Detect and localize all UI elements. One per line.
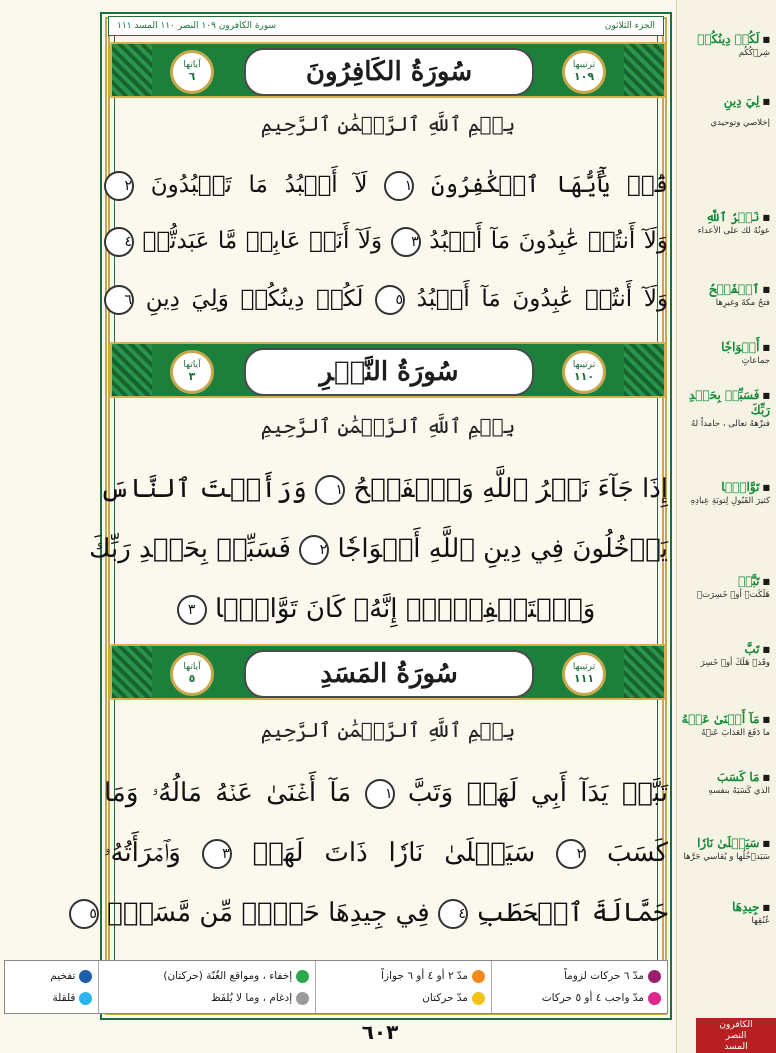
surah-title: سُورَةُ النَّصۡرِ <box>319 357 459 387</box>
glossary-entry: ■ فَسَبِّحۡ بِحَمۡدِ رَبِّكَ فنزّههُ تعالى ، حامداً لهُ <box>678 388 770 431</box>
surah-banner <box>110 342 666 398</box>
glossary-entry: ■ مَآ أَغۡنَىٰ عَنۡهُ ما دَفَعَ العَذابَ عَنۡهُ <box>678 712 770 740</box>
glossary-entry: ■ تَبَّ وقَدۡ هَلَكَ أوۡ خَسِرَ <box>678 642 770 670</box>
surah-title-box <box>244 348 534 396</box>
surah-order-medal: ترتيبها ١٠٩ <box>562 50 606 94</box>
legend-column <box>491 961 667 1013</box>
surah-ayat-medal: آياتها ٥ <box>170 652 214 696</box>
surah-banner <box>110 42 666 98</box>
basmala: بِسۡمِ ٱللَّهِ ٱلرَّحۡمَٰنِ ٱلرَّحِيمِ <box>260 414 516 438</box>
glossary-entry: ■ تَوَّابَۢا كثيرَ القَبُولِ لِتوبَةِ عِبادِهِ <box>678 480 770 508</box>
verse-line: إِذَا جَآءَ نَصۡرُ ٱللَّهِ وَٱلۡفَتۡحُ ١ وَرَأَيۡتَ ٱلنَّاسَ <box>99 474 668 504</box>
surah-order-medal: ترتيبها ١١٠ <box>562 350 606 394</box>
banner-ornament <box>624 646 664 698</box>
tajweed-legend <box>4 960 668 1014</box>
juz-label: الجزء الثلاثون <box>604 21 655 31</box>
verse-number: ٥ <box>69 899 99 929</box>
glossary-entry: ■ مَا كَسَبَ الذي كَسَبَهُ بنفسهِ <box>678 770 770 798</box>
surah-title: سُورَةُ الكَافِرُونَ <box>305 57 473 87</box>
verse-number: ٢ <box>299 535 329 565</box>
legend-item: مدّ حركتان <box>322 992 485 1005</box>
legend-item: مدّ واجب ٤ أو ٥ حركات <box>498 992 661 1005</box>
glossary-entry: ■ أَفۡوَاجٗا جماعاتٍ <box>678 340 770 368</box>
surah-title-box <box>244 48 534 96</box>
surah-ayat-medal: آياتها ٣ <box>170 350 214 394</box>
legend-item: إدغام ، وما لا يُلفَظ <box>105 992 309 1005</box>
surah-order-medal: ترتيبها ١١١ <box>562 652 606 696</box>
verse-number: ٦ <box>104 285 134 315</box>
glossary-sidebar <box>676 0 776 1053</box>
verse-number: ٢ <box>556 839 586 869</box>
color-dot-icon <box>648 970 661 983</box>
banner-ornament <box>112 344 152 396</box>
glossary-entry: ■ تَبَّتۡ هَلَكَتۡ أوۡ خَسِرَتۡ <box>678 574 770 602</box>
surah-ayat-medal: آياتها ٦ <box>170 50 214 94</box>
legend-item: تفخيم <box>11 970 92 983</box>
verse-number: ٤ <box>104 227 134 257</box>
color-dot-icon <box>472 992 485 1005</box>
legend-item: مدّ ٢ أو ٤ أو ٦ جوازاً <box>322 970 485 983</box>
verse-line: يَدۡخُلُونَ فِي دِينِ ٱللَّهِ أَفۡوَاجٗا ٢ فَسَبِّحۡ بِحَمۡدِ رَبِّكَ <box>89 534 668 564</box>
color-dot-icon <box>472 970 485 983</box>
glossary-entry: ■ نَصۡرُ ٱللَّهِ عونُهُ لك على الأعداء <box>678 210 770 238</box>
color-dot-icon <box>79 992 92 1005</box>
banner-ornament <box>624 44 664 96</box>
verse-line: كَسَبَ ٢ سَيَصۡلَىٰ نَارٗا ذَاتَ لَهَبٖ ٣ وَٱمۡرَأَتُهُۥ <box>104 838 669 868</box>
legend-item: إخفاء ، ومواقع الغُنّة (حركتان) <box>105 970 309 983</box>
surah-title-box <box>244 650 534 698</box>
color-dot-icon <box>296 992 309 1005</box>
verse-line: وَلَآ أَنتُمۡ عَٰبِدُونَ مَآ أَعۡبُدُ ٥ لَكُمۡ دِينُكُمۡ وَلِيَ دِينِ ٦ <box>104 272 668 326</box>
verse-number: ٣ <box>391 227 421 257</box>
running-header <box>108 16 664 36</box>
banner-ornament <box>112 44 152 96</box>
glossary-entry: ■ سَيَصۡلَىٰ نَارٗا سَيَدۡخُلُها و يُقاسي حَرَّها <box>678 836 770 864</box>
verse-line: وَٱسۡتَغۡفِرۡهُۚ إِنَّهُۥ كَانَ تَوَّابَۢا ٣ <box>104 582 668 636</box>
chapter-tab[interactable]: الكافرون النصر المسد <box>696 1018 776 1053</box>
legend-item: قلقلة <box>11 992 92 1005</box>
verse-line: قُلۡ يَٰٓأَيُّهَا ٱلۡكَٰفِرُونَ ١ لَآ أَعۡبُدُ مَا تَعۡبُدُونَ ٢ <box>104 158 668 212</box>
glossary-entry: ■ لِيَ دِينِ إخلاصي وتوحيدي <box>678 94 770 130</box>
surah-banner <box>110 644 666 700</box>
verse-number: ٢ <box>104 171 134 201</box>
glossary-entry: ■ لَكُمۡ دِينُكُمۡ شِرۡكُكُم <box>678 32 770 60</box>
verse-number: ٣ <box>177 595 207 625</box>
page-number: ٦٠٣ <box>361 1020 399 1044</box>
verse-number: ١ <box>315 475 345 505</box>
verse-number: ١ <box>384 171 414 201</box>
verse-number: ٣ <box>202 839 232 869</box>
legend-column <box>98 961 315 1013</box>
verse-number: ٤ <box>438 899 468 929</box>
color-dot-icon <box>79 970 92 983</box>
glossary-entry: ■ ٱلۡفَتۡحُ فتحُ مكةَ وغيرِها <box>678 282 770 310</box>
banner-ornament <box>112 646 152 698</box>
color-dot-icon <box>648 992 661 1005</box>
legend-item: مدّ ٦ حركات لزوماً <box>498 970 661 983</box>
legend-column <box>5 961 98 1013</box>
legend-column <box>315 961 491 1013</box>
surah-title: سُورَةُ المَسَدِ <box>320 659 458 689</box>
basmala: بِسۡمِ ٱللَّهِ ٱلرَّحۡمَٰنِ ٱلرَّحِيمِ <box>260 718 516 742</box>
banner-ornament <box>624 344 664 396</box>
surah-list-label: سورة الكافرون ١٠٩ النصر ١١٠ المسد ١١١ <box>117 21 277 31</box>
color-dot-icon <box>296 970 309 983</box>
basmala: بِسۡمِ ٱللَّهِ ٱلرَّحۡمَٰنِ ٱلرَّحِيمِ <box>260 112 516 136</box>
verse-line: حَمَّالَةَ ٱلۡحَطَبِ ٤ فِي جِيدِهَا حَبۡلٞ مِّن مَّسَدِۭ ٥ <box>104 886 668 940</box>
verse-line: تَبَّتۡ يَدَآ أَبِي لَهَبٖ وَتَبَّ ١ مَآ أَغۡنَىٰ عَنۡهُ مَالُهُۥ وَمَا <box>104 778 668 808</box>
glossary-entry: ■ جِيدِهَا عُنُقِها <box>678 900 770 928</box>
verse-line: وَلَآ أَنتُمۡ عَٰبِدُونَ مَآ أَعۡبُدُ ٣ وَلَآ أَنَا۠ عَابِدٞ مَّا عَبَدتُّمۡ ٤ <box>104 214 668 268</box>
verse-number: ٥ <box>375 285 405 315</box>
verse-number: ١ <box>365 779 395 809</box>
